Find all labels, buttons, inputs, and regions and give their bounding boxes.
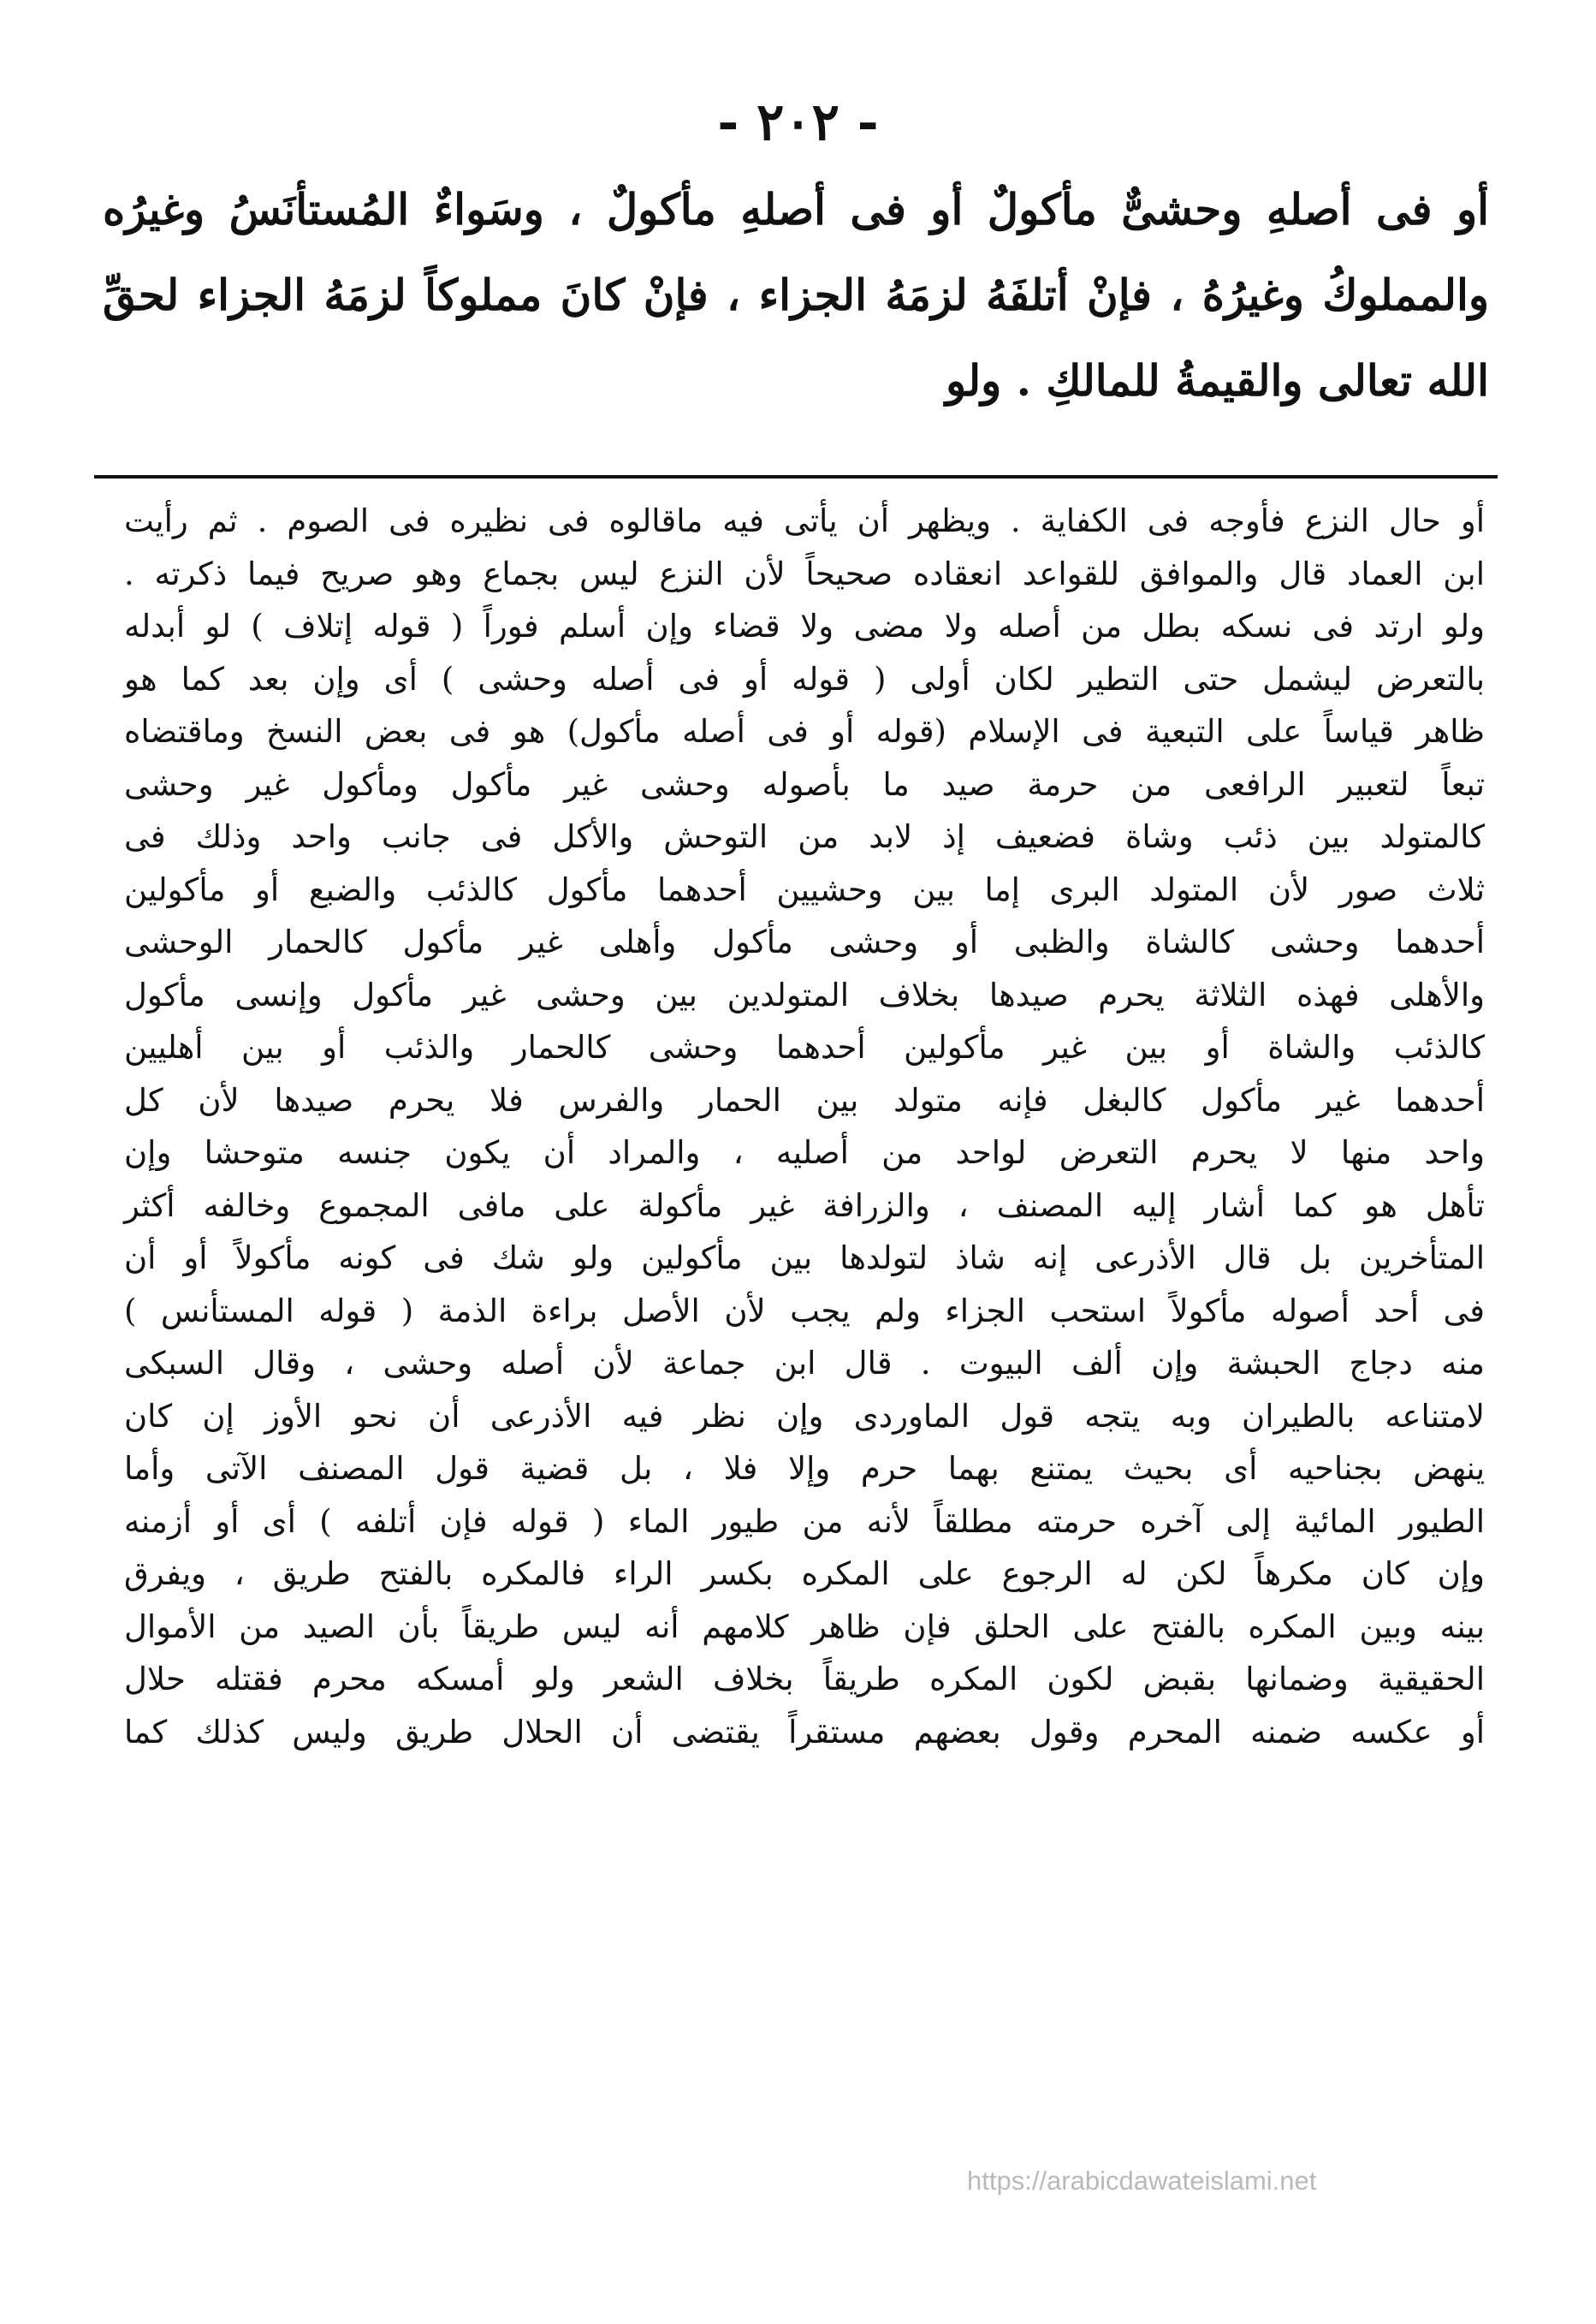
commentary-line: وإن كان مكرهاً لكن له الرجوع على المكره بكسر الراء فالمكره بالفتح طريق ، ويفرق <box>124 1555 1485 1592</box>
main-text-line: والمملوكُ وغيرُهُ ، فإنْ أتلفَهُ لزمَهُ الجزاء ، فإنْ كانَ مملوكاً لزمَهُ الجزاء لحقِّ <box>103 270 1489 320</box>
commentary-line: منه دجاج الحبشة وإن ألف البيوت . قال ابن جماعة لأن أصله وحشى ، وقال السبكى <box>124 1345 1485 1382</box>
commentary-line: أحدهما غير مأكول كالبغل فإنه متولد بين الحمار والفرس فلا يحرم صيدها لأن كل <box>124 1081 1485 1119</box>
commentary-line: تبعاً لتعبير الرافعى من حرمة صيد ما بأصوله وحشى غير مأكول ومأكول غير وحشى <box>124 765 1485 803</box>
commentary-line: بينه وبين المكره بالفتح على الحلق فإن ظاهر كلامهم أنه ليس طريقاً بأن الصيد من الأموال <box>124 1608 1485 1645</box>
section-divider <box>94 475 1498 478</box>
commentary-line: بالتعرض ليشمل حتى التطير لكان أولى ( قوله أو فى أصله وحشى ) أى وإن بعد كما هو <box>124 660 1485 698</box>
commentary-line: ولو ارتد فى نسكه بطل من أصله ولا مضى ولا قضاء وإن أسلم فوراً ( قوله إتلاف ) لو أبدله <box>124 608 1485 645</box>
page-number: - ٢٠٢ - <box>717 92 879 152</box>
commentary-line: لامتناعه بالطيران وبه يتجه قول الماوردى وإن نظر فيه الأذرعى أن نحو الأوز إن كان <box>124 1397 1485 1435</box>
main-text-line: الله تعالى والقيمةُ للمالكِ . ولو <box>946 355 1489 406</box>
commentary-line: واحد منها لا يحرم التعرض لواحد من أصليه ، والمراد أن يكون جنسه متوحشا وإن <box>124 1134 1485 1171</box>
commentary-line: ظاهر قياساً على التبعية فى الإسلام (قوله أو فى أصله مأكول) هو فى بعض النسخ وماقتضاه <box>124 713 1485 750</box>
commentary-line: أحدهما وحشى كالشاة والظبى أو وحشى مأكول وأهلى غير مأكول كالحمار الوحشى <box>124 924 1485 960</box>
commentary-line: كالذئب والشاة أو بين غير مأكولين أحدهما وحشى كالحمار والذئب أو بين أهليين <box>124 1029 1485 1066</box>
commentary-block <box>124 495 1485 1758</box>
commentary-line: ثلاث صور لأن المتولد البرى إما بين وحشيين أحدهما مأكول كالذئب والضبع أو مأكولين <box>124 871 1485 908</box>
commentary-line: والأهلى فهذه الثلاثة يحرم صيدها بخلاف المتولدين بين وحشى غير مأكول وإنسى مأكول <box>124 976 1485 1013</box>
watermark-url: https://arabicdawateislami.net <box>967 2166 1317 2196</box>
commentary-line: فى أحد أصوله مأكولاً استحب الجزاء ولم يجب لأن الأصل براءة الذمة ( قوله المستأنس ) <box>124 1292 1485 1329</box>
commentary-line: أو عكسه ضمنه المحرم وقول بعضهم مستقراً يقتضى أن الحلال طريق وليس كذلك كما <box>124 1713 1485 1750</box>
commentary-line: ينهض بجناحيه أى بحيث يمتنع بهما حرم وإلا فلا ، بل قضية قول المصنف الآتى وأما <box>124 1450 1485 1487</box>
commentary-line: أو حال النزع فأوجه فى الكفاية . ويظهر أن يأتى فيه ماقالوه فى نظيره فى الصوم . ثم رأيت <box>124 502 1485 539</box>
commentary-line: الحقيقية وضمانها بقبض لكون المكره طريقاً بخلاف الشعر ولو أمسكه محرم فقتله حلال <box>124 1661 1485 1697</box>
commentary-line: المتأخرين بل قال الأذرعى إنه شاذ لتولدها بين مأكولين ولو شك فى كونه مأكولاً أو أن <box>124 1239 1485 1276</box>
commentary-line: الطيور المائية إلى آخره حرمته مطلقاً لأنه من طيور الماء ( قوله فإن أتلفه ) أى أو أزمنه <box>124 1502 1485 1540</box>
commentary-line: ابن العماد قال والموافق للقواعد انعقاده صحيحاً لأن النزع ليس بجماع وهو صريح فيما ذكرته . <box>124 555 1485 592</box>
commentary-line: تأهل هو كما أشار إليه المصنف ، والزرافة غير مأكولة على مافى المجموع وخالفه أكثر <box>124 1186 1485 1224</box>
main-text-block <box>103 167 1489 424</box>
main-text-line: أو فى أصلهِ وحشىٌّ مأكولٌ أو فى أصلهِ مأكولٌ ، وسَواءٌ المُستأنَسُ وغيرُه <box>103 184 1489 235</box>
commentary-line: كالمتولد بين ذئب وشاة فضعيف إذ لابد من التوحش والأكل فى جانب واحد وذلك فى <box>124 818 1485 855</box>
